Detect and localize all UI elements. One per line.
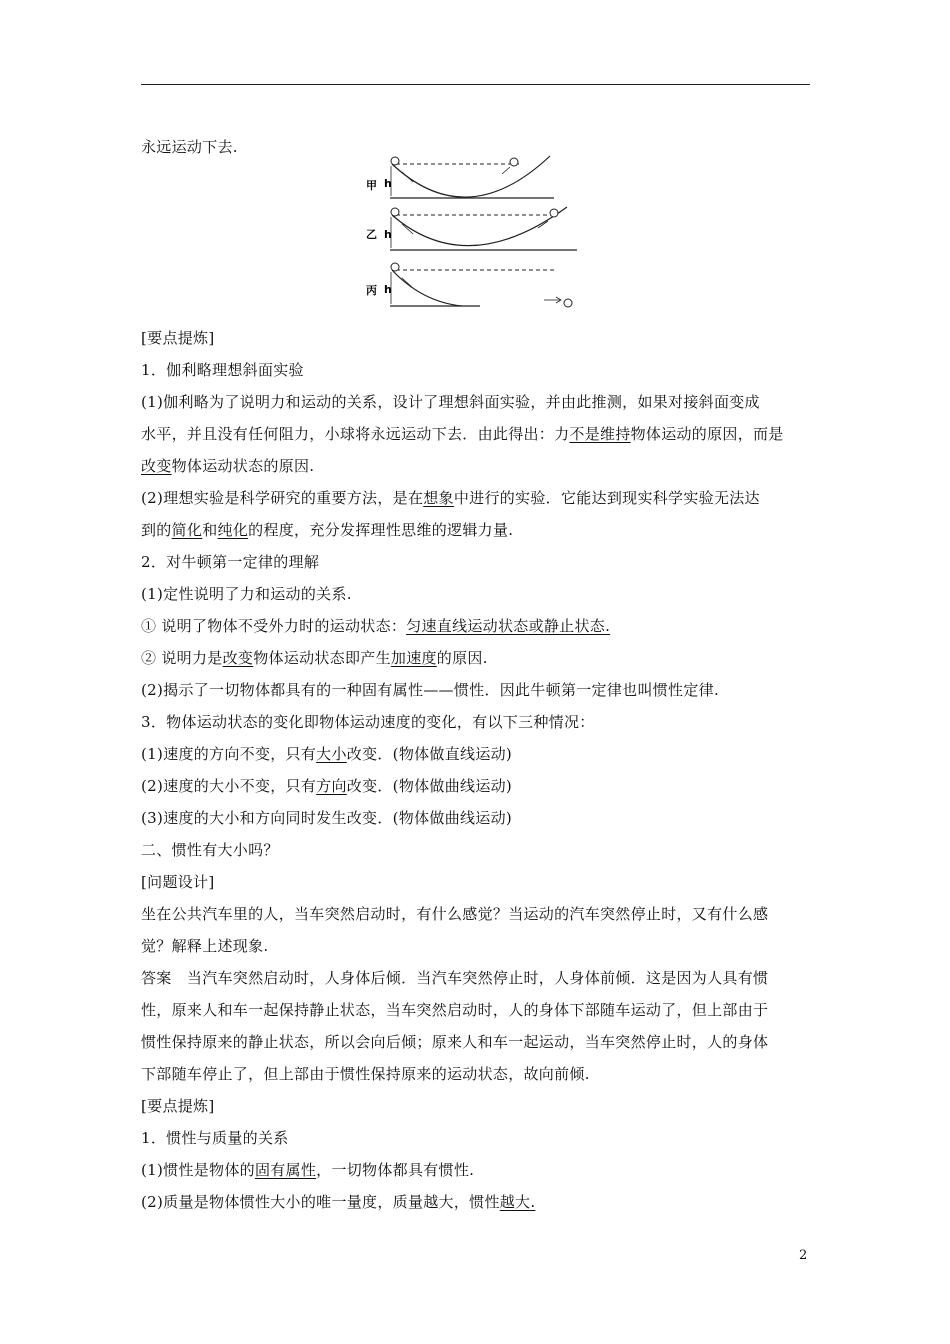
label-yi: 乙 xyxy=(366,228,377,241)
underlined-answer: 不是维持 xyxy=(569,425,631,443)
label-jia: 甲 xyxy=(366,179,377,192)
text-segment: 1．伽利略理想斜面实验 xyxy=(141,361,304,379)
label-bing: 丙 xyxy=(366,284,377,297)
text-segment: 中进行的实验．它能达到现实科学实验无法达 xyxy=(453,489,760,507)
text-line xyxy=(141,456,314,476)
text-segment: [问题设计] xyxy=(141,873,215,891)
text-line xyxy=(141,936,268,956)
text-line xyxy=(141,904,768,924)
text-segment: 改变．(物体做直线运动) xyxy=(346,745,513,763)
text-line xyxy=(141,808,512,828)
h-label-yi: h xyxy=(384,228,392,241)
text-line xyxy=(141,776,512,796)
underlined-answer: 加速度 xyxy=(390,649,437,667)
text-segment: 答案 当汽车突然启动时，人身体后倾．当汽车突然停止时，人身体前倾．这是因为人具有惯 xyxy=(141,969,769,987)
text-segment: 2．对牛顿第一定律的理解 xyxy=(141,553,320,571)
text-line xyxy=(141,1192,535,1212)
text-segment: 和 xyxy=(202,521,218,539)
text-segment: (1)伽利略为了说明力和运动的关系，设计了理想斜面实验，并由此推测，如果对接斜面变成 xyxy=(141,393,760,411)
diagram-bing xyxy=(366,263,572,307)
text-segment: (2)理想实验是科学研究的重要方法，是在 xyxy=(141,489,424,507)
text-line xyxy=(141,680,719,700)
incline-experiment-figure xyxy=(362,152,584,312)
text-line xyxy=(141,1128,289,1148)
text-line xyxy=(141,328,215,348)
text-line xyxy=(141,1096,215,1116)
text-segment: 到的 xyxy=(141,521,172,539)
underlined-answer: 越大. xyxy=(499,1193,536,1211)
text-line xyxy=(141,584,352,604)
text-segment: (1)惯性是物体的 xyxy=(141,1161,255,1179)
diagram-yi xyxy=(366,207,577,250)
text-segment: ② 说明力是 xyxy=(141,649,223,667)
page-number: 2 xyxy=(799,1248,808,1263)
text-segment: [要点提炼] xyxy=(141,329,215,347)
underlined-answer: 改变 xyxy=(141,457,172,475)
text-line xyxy=(141,392,760,412)
text-segment: 改变．(物体做曲线运动) xyxy=(346,777,513,795)
text-line xyxy=(141,712,595,732)
text-line xyxy=(141,648,488,668)
underlined-answer: 简化 xyxy=(171,521,203,539)
text-line xyxy=(141,840,279,860)
text-segment: 水平，并且没有任何阻力，小球将永远运动下去．由此得出：力 xyxy=(141,425,570,443)
text-segment: (2)揭示了一切物体都具有的一种固有属性——惯性．因此牛顿第一定律也叫惯性定律. xyxy=(141,681,720,699)
text-line xyxy=(141,552,319,572)
h-label-jia: h xyxy=(384,177,392,190)
text-line xyxy=(141,1064,590,1084)
text-line xyxy=(141,424,784,444)
underlined-answer: 改变 xyxy=(222,649,254,667)
text-line xyxy=(141,872,215,892)
text-segment: 坐在公共汽车里的人，当车突然启动时，有什么感觉？当运动的汽车突然停止时，又有什么感 xyxy=(141,905,769,923)
underlined-answer: 匀速直线运动状态或静止状态. xyxy=(406,617,611,635)
underlined-answer: 固有属性 xyxy=(254,1161,317,1179)
text-line xyxy=(141,744,512,764)
underlined-answer: 方向 xyxy=(316,777,347,795)
text-segment: 永远运动下去. xyxy=(141,138,238,156)
incline-diagram xyxy=(362,152,584,312)
text-segment: (2)质量是物体惯性大小的唯一量度，质量越大，惯性 xyxy=(141,1193,500,1211)
diagram-jia xyxy=(366,156,554,198)
underlined-answer: 想象 xyxy=(423,489,454,507)
text-segment: (2)速度的大小不变，只有 xyxy=(141,777,317,795)
text-segment: (1)定性说明了力和运动的关系. xyxy=(141,585,352,603)
text-segment: 物体运动状态即产生 xyxy=(253,649,391,667)
text-segment: 3．物体运动状态的变化即物体运动速度的变化，有以下三种情况： xyxy=(141,713,595,731)
text-line xyxy=(141,616,610,636)
text-line xyxy=(141,1160,474,1180)
header-rule xyxy=(141,84,810,85)
text-segment: ，一切物体都具有惯性. xyxy=(316,1161,475,1179)
text-line xyxy=(141,520,513,540)
text-line xyxy=(141,488,760,508)
text-segment: (3)速度的大小和方向同时发生改变．(物体做曲线运动) xyxy=(141,809,513,827)
text-segment: (1)速度的方向不变，只有 xyxy=(141,745,317,763)
text-segment: 的程度，充分发挥理性思维的逻辑力量. xyxy=(248,521,514,539)
text-segment: 下部随车停止了，但上部由于惯性保持原来的运动状态，故向前倾. xyxy=(141,1065,590,1083)
text-segment: 性，原来人和车一起保持静止状态，当车突然启动时，人的身体下部随车运动了，但上部由于 xyxy=(141,1001,769,1019)
text-segment: 惯性保持原来的静止状态，所以会向后倾；原来人和车一起运动，当车突然停止时，人的身体 xyxy=(141,1033,769,1051)
text-segment: 的原因. xyxy=(436,649,488,667)
text-segment: ① 说明了物体不受外力时的运动状态： xyxy=(141,617,407,635)
text-segment: 物体运动状态的原因. xyxy=(171,457,315,475)
text-line xyxy=(141,1000,768,1020)
text-segment: 1．惯性与质量的关系 xyxy=(141,1129,289,1147)
text-segment: 物体运动的原因，而是 xyxy=(630,425,784,443)
underlined-answer: 大小 xyxy=(316,745,347,763)
text-segment: 二、惯性有大小吗？ xyxy=(141,841,279,859)
text-line xyxy=(141,968,768,988)
underlined-answer: 纯化 xyxy=(217,521,249,539)
h-label-bing: h xyxy=(384,283,392,296)
text-line xyxy=(141,137,238,157)
text-line xyxy=(141,1032,768,1052)
text-segment: [要点提炼] xyxy=(141,1097,215,1115)
text-segment: 觉？解释上述现象. xyxy=(141,937,269,955)
text-line xyxy=(141,360,304,380)
